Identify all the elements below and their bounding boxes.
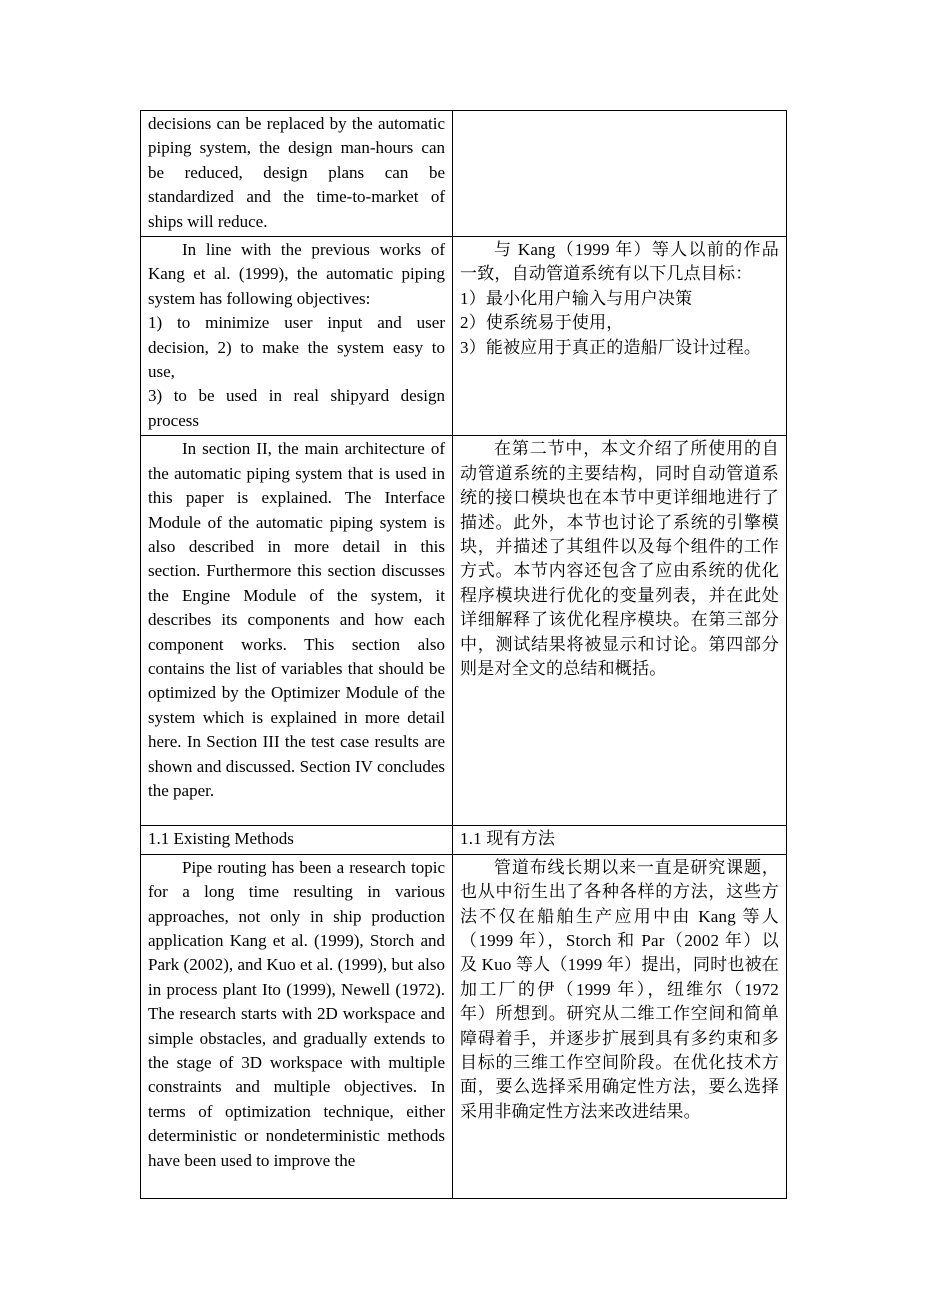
table-row-2 [141,237,787,436]
paragraph-zh-list-item: 2）使系统易于使用， [460,313,624,333]
cell-zh-1-empty [453,111,787,237]
paragraph-en: In section II, the main architecture of the automatic piping system that is used in this paper is explained. The Interface Module of the automatic piping system is also described in more detail in this section. Furthermore this section discusses the Engine Module of the system, it describes its components and how each component works. This section also contains the list of variables that should be optimized by the Optimizer Module of the system which is explained in more detail here. In Section III the test case results are shown and discussed. Section IV concludes the paper. [148,439,445,800]
table-row-1 [141,111,787,237]
paragraph-zh-list-item: 3）能被应用于真正的造船厂设计过程。 [460,337,762,357]
paragraph-en: In line with the previous works of Kang et al. (1999), the automatic piping system has following objectives: [148,240,445,308]
paragraph-en-list-item: 1) to minimize user input and user decision, 2) to make the system easy to use, [148,313,445,382]
table-row-3 [141,436,787,826]
table-row-5 [141,854,787,1198]
paragraph-en: Pipe routing has been a research topic for a long time resulting in various approaches, not only in ship production application Kang et al. (1999), Storch and Park (2002), and Kuo et al. (1999), but also in process plant Ito (1999), Newell (1972). The research starts with 2D workspace and simple obstacles, and gradually extends to the stage of 3D workspace with multiple constraints and multiple objectives. In terms of optimization technique, either deterministic or nondeterministic methods have been used to improve the [148,857,445,1170]
cell-zh-3 [453,436,787,826]
paragraph-en-continuation: decisions can be replaced by the automatic piping system, the design man-hours can be reduced, design plans can be standardized and the time-to-market of ships will reduce. [148,114,445,231]
paragraph-zh: 在第二节中，本文介绍了所使用的自动管道系统的主要结构，同时自动管道系统的接口模块也在本节中更详细地进行了描述。此外，本节也讨论了系统的引擎模块，并描述了其组件以及每个组件的工作方式。本节内容还包含了应由系统的优化程序模块进行优化的变量列表，并在此处详细解释了该优化程序模块。在第三部分中，测试结果将被显示和讨论。第四部分则是对全文的总结和概括。 [460,439,779,678]
cell-zh-4 [453,826,787,854]
cell-zh-5 [453,854,787,1198]
paragraph-zh-list-item: 1）最小化用户输入与用户决策 [460,288,693,308]
section-heading-zh: 1.1 现有方法 [460,829,556,849]
cell-en-3 [141,436,453,826]
paragraph-zh: 与 Kang（1999 年）等人以前的作品一致，自动管道系统有以下几点目标： [460,240,779,284]
section-heading-en: 1.1 Existing Methods [148,829,294,849]
paragraph-zh: 管道布线长期以来一直是研究课题，也从中衍生出了各种各样的方法，这些方法不仅在船舶生产应用中由 Kang 等人（1999 年），Storch 和 Par（2002 年）以及 Kuo 等人（1999 年）提出，同时也被在加工厂的伊（1999 年），纽维尔（1972 年）所想到。研究从二维工作空间和简单障碍着手，并逐步扩展到具有多约束和多目标的三维工作空间阶段。在优化技术方面，要么选择采用确定性方法，要么选择采用非确定性方法来改进结果。 [460,857,779,1121]
cell-en-4 [141,826,453,854]
translation-table [140,110,787,1199]
cell-zh-2 [453,237,787,436]
cell-en-2 [141,237,453,436]
paragraph-en-list-item: 3) to be used in real shipyard design process [148,386,445,430]
cell-en-5 [141,854,453,1198]
cell-en-1 [141,111,453,237]
table-row-4 [141,826,787,854]
